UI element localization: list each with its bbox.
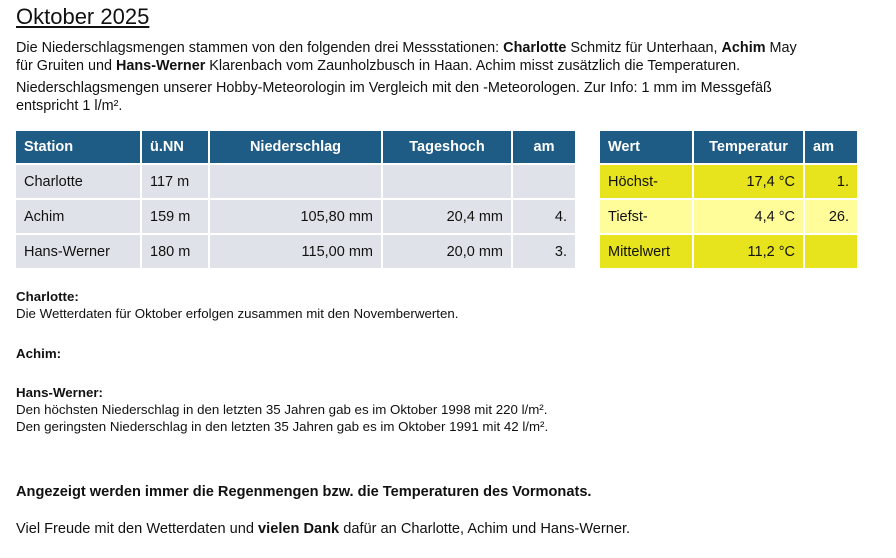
table-row <box>600 200 857 233</box>
table-row <box>600 165 857 198</box>
cell-elevation: 180 m <box>142 235 208 268</box>
station-name-hans-werner: Hans-Werner <box>116 57 206 74</box>
cell-temp: 4,4 °C <box>694 200 803 233</box>
cell-daily-high: 20,0 mm <box>383 235 511 268</box>
table-row <box>16 165 575 198</box>
note-achim-title: Achim: <box>16 346 62 361</box>
table-header-row <box>16 131 575 163</box>
cell-day: 3. <box>513 235 575 268</box>
cell-temp: 11,2 °C <box>694 235 803 268</box>
note-charlotte-title: Charlotte: <box>16 289 79 304</box>
col-daily-high: Tageshoch <box>383 131 511 163</box>
note-charlotte <box>16 288 458 322</box>
temperature-table <box>598 129 859 270</box>
note-achim <box>16 345 61 362</box>
col-day: am <box>805 131 857 163</box>
cell-day: 1. <box>805 165 857 198</box>
cell-station: Hans-Werner <box>16 235 140 268</box>
note-hw-title: Hans-Werner: <box>16 385 103 400</box>
station-table <box>14 129 577 270</box>
station-name-charlotte: Charlotte <box>503 40 567 56</box>
cell-day <box>805 235 857 268</box>
col-day: am <box>513 131 575 163</box>
cell-precipitation: 115,00 mm <box>210 235 381 268</box>
col-precipitation: Niederschlag <box>210 131 381 163</box>
cell-label: Tiefst- <box>600 200 692 233</box>
table-row <box>600 235 857 268</box>
intro-info: Niederschlagsmengen unserer Hobby-Meteorologin im Vergleich mit den -Meteorologen. Zur Info: 1 mm im Messgefäß entspricht 1 l/m². <box>16 80 772 114</box>
cell-label: Höchst- <box>600 165 692 198</box>
page-title: Oktober 2025 <box>16 4 150 29</box>
note-charlotte-text: Die Wetterdaten für Oktober erfolgen zusammen mit den Novemberwerten. <box>16 306 459 321</box>
note-hw-line2: Den geringsten Niederschlag in den letzten 35 Jahren gab es im Oktober 1991 mit 42 l/m². <box>16 419 549 434</box>
cell-day: 4. <box>513 200 575 233</box>
table-row <box>16 200 575 233</box>
cell-precipitation <box>210 165 381 198</box>
col-elevation: ü.NN <box>142 131 208 163</box>
cell-day <box>513 165 575 198</box>
cell-elevation: 159 m <box>142 200 208 233</box>
cell-temp: 17,4 °C <box>694 165 803 198</box>
intro-paragraph: Die Niederschlagsmengen stammen von den folgenden drei Messstationen: Charlotte Schmitz für Unterhaan, Achim May für Gruiten und Hans-Werner Klarenbach vom Zaunholzbusch in Haan. Achim misst zusätzlich die Temperaturen. <box>16 40 797 74</box>
cell-day: 26. <box>805 200 857 233</box>
table-header-row <box>600 131 857 163</box>
cell-elevation: 117 m <box>142 165 208 198</box>
cell-daily-high <box>383 165 511 198</box>
cell-station: Achim <box>16 200 140 233</box>
station-name-achim: Achim <box>721 40 766 56</box>
footer-thanks: Viel Freude mit den Wetterdaten und vielen Dank dafür an Charlotte, Achim und Hans-Werner. <box>16 521 631 537</box>
footer-note: Angezeigt werden immer die Regenmengen bzw. die Temperaturen des Vormonats. <box>16 484 592 500</box>
col-temperature: Temperatur <box>694 131 803 163</box>
cell-station: Charlotte <box>16 165 140 198</box>
note-hans-werner <box>16 384 548 435</box>
col-value: Wert <box>600 131 692 163</box>
col-station: Station <box>16 131 140 163</box>
note-hw-line1: Den höchsten Niederschlag in den letzten 35 Jahren gab es im Oktober 1998 mit 220 l/m². <box>16 402 548 417</box>
cell-label: Mittelwert <box>600 235 692 268</box>
cell-precipitation: 105,80 mm <box>210 200 381 233</box>
table-row <box>16 235 575 268</box>
cell-daily-high: 20,4 mm <box>383 200 511 233</box>
